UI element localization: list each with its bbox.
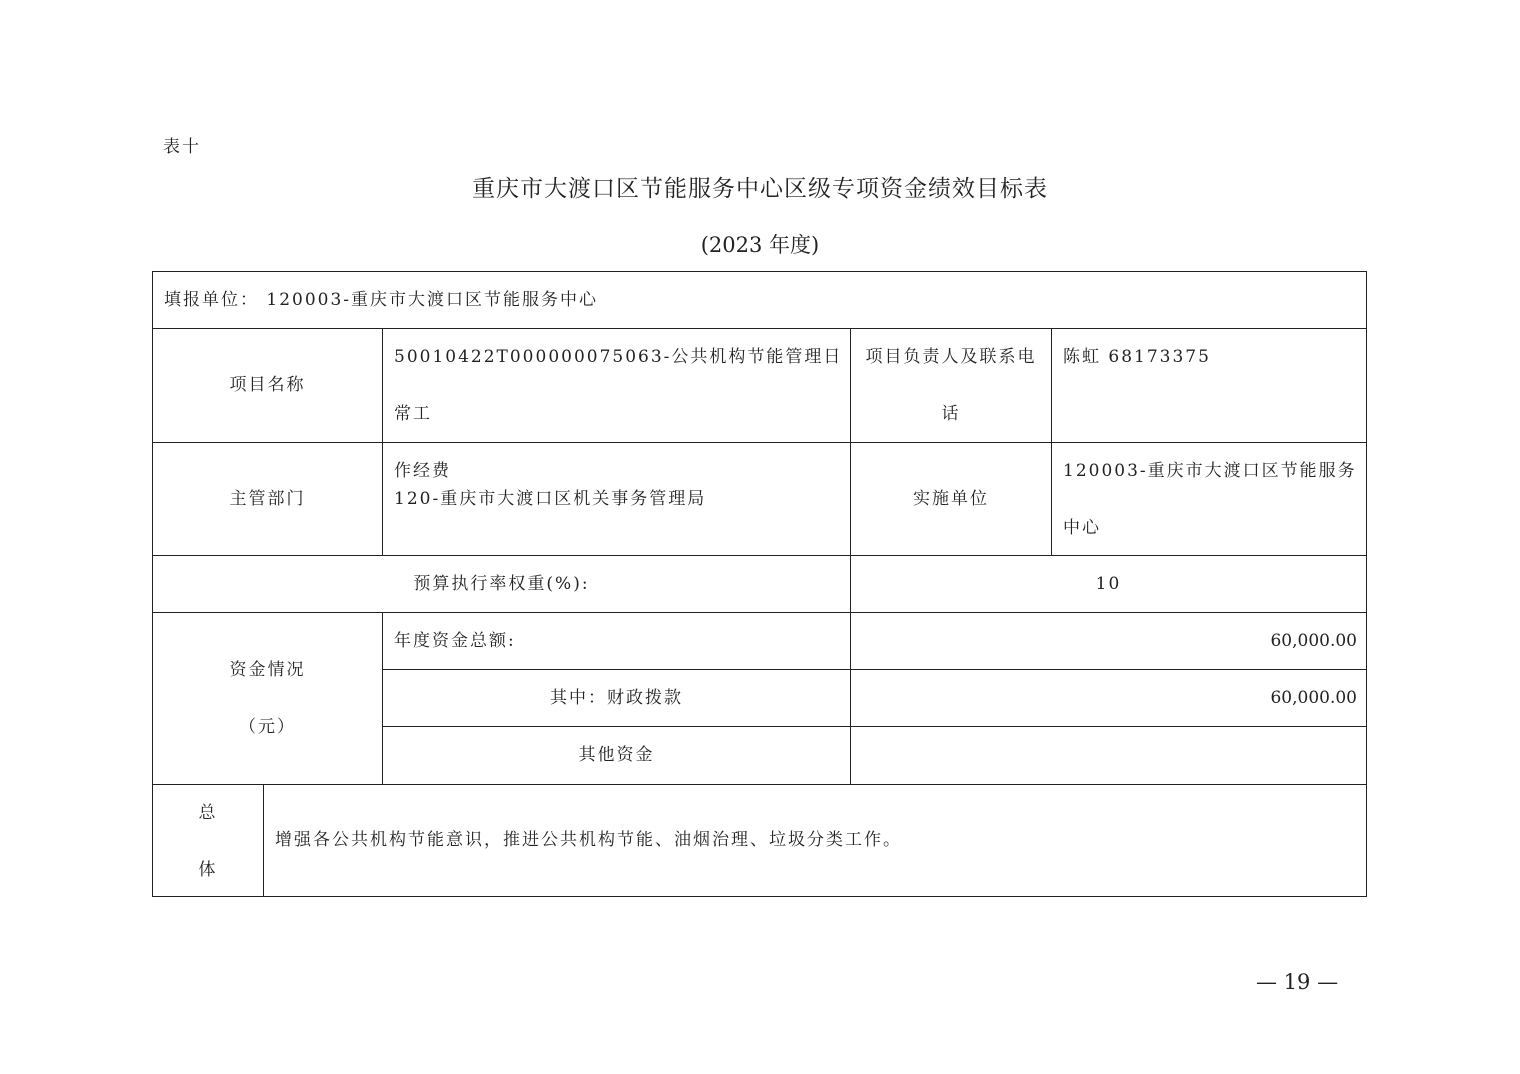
- fiscal-value: 60,000.00: [851, 670, 1366, 727]
- funds-label-line2: （元）: [239, 717, 296, 737]
- impl-label: 实施单位: [851, 443, 1052, 556]
- dept-value: 120-重庆市大渡口区机关事务管理局: [383, 443, 851, 556]
- impl-value-line1: 120003-重庆市大渡口区节能服务: [1063, 461, 1357, 481]
- table-label: 表十: [163, 137, 201, 157]
- funds-label: [153, 613, 383, 785]
- project-name-label: 项目名称: [153, 329, 383, 443]
- budget-weight-label: 预算执行率权重(%):: [153, 556, 851, 613]
- contact-label-line2: 话: [941, 404, 961, 424]
- reporting-unit: 填报单位： 120003-重庆市大渡口区节能服务中心: [153, 272, 1366, 329]
- performance-target-table: [152, 271, 1367, 897]
- annual-total-value: 60,000.00: [851, 613, 1366, 670]
- contact-label: [851, 329, 1052, 443]
- impl-value: [1052, 443, 1366, 556]
- impl-value-line2: 中心: [1063, 518, 1101, 538]
- page-subtitle: (2023 年度): [700, 233, 820, 257]
- funds-label-line1: 资金情况: [229, 660, 306, 680]
- project-name-line1: 50010422T000000075063-公共机构节能管理日常工: [394, 347, 843, 424]
- overall-goal-text: 增强各公共机构节能意识，推进公共机构节能、油烟治理、垃圾分类工作。: [275, 830, 902, 850]
- contact-label-line1: 项目负责人及联系电: [865, 347, 1037, 367]
- project-name-value: [383, 329, 851, 481]
- dept-label: 主管部门: [153, 443, 383, 556]
- page-number: — 19 —: [1256, 970, 1339, 994]
- other-funds-value: [851, 727, 1366, 785]
- fiscal-label: 其中：财政拨款: [383, 670, 851, 727]
- other-funds-label: 其他资金: [383, 727, 851, 785]
- project-name-line2: 作经费: [394, 461, 451, 481]
- overall-label: [153, 785, 264, 896]
- overall-label-line1: 总: [198, 803, 218, 823]
- budget-weight-value: 10: [851, 556, 1366, 613]
- annual-total-label: 年度资金总额:: [383, 613, 851, 670]
- overall-label-line2: 体: [198, 860, 218, 880]
- page-title: 重庆市大渡口区节能服务中心区级专项资金绩效目标表: [472, 176, 1048, 202]
- contact-value: 陈虹 68173375: [1052, 329, 1366, 443]
